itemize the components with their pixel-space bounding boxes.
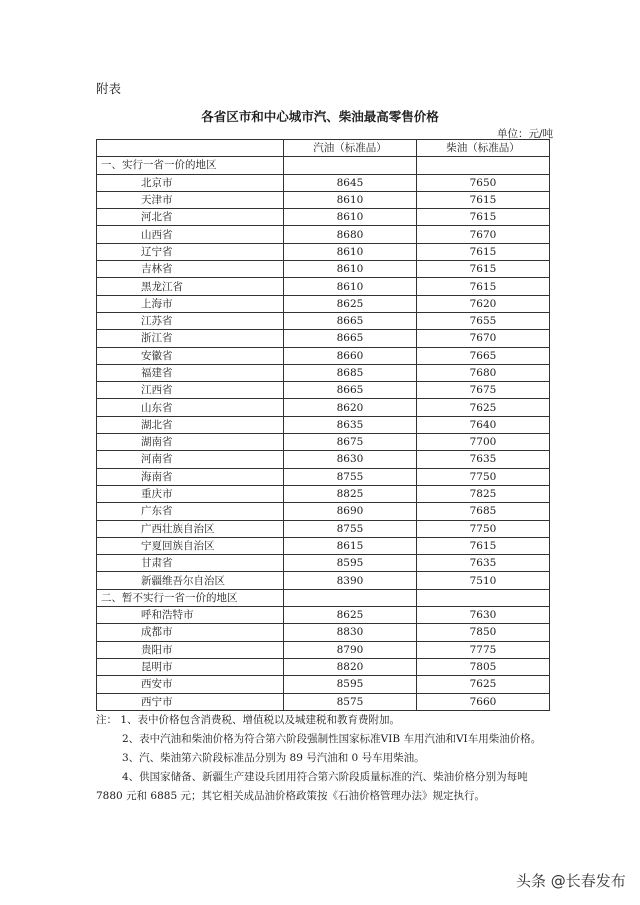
diesel-price-cell: 7685 [417,503,550,520]
header-diesel: 柴油（标准品） [417,140,550,157]
diesel-price-cell: 7750 [417,520,550,537]
table-row [97,468,550,485]
region-cell: 宁夏回族自治区 [97,537,284,554]
table-row [97,676,550,693]
region-cell: 江西省 [97,382,284,399]
table-row [97,330,550,347]
gasoline-price-cell: 8625 [284,295,417,312]
diesel-price-cell: 7670 [417,330,550,347]
table-row [97,312,550,329]
table-row [97,451,550,468]
table-row [97,624,550,641]
region-cell: 西宁市 [97,693,284,710]
gasoline-price-cell: 8595 [284,555,417,572]
diesel-price-cell: 7620 [417,295,550,312]
gasoline-price-cell: 8790 [284,641,417,658]
gasoline-price-cell: 8665 [284,382,417,399]
header-gasoline: 汽油（标准品） [284,140,417,157]
diesel-price-cell: 7635 [417,555,550,572]
region-cell: 广西壮族自治区 [97,520,284,537]
table-row [97,434,550,451]
table-row [97,572,550,589]
diesel-price-cell: 7805 [417,658,550,675]
region-cell: 黑龙江省 [97,278,284,295]
gasoline-price-cell: 8825 [284,485,417,502]
table-row [97,209,550,226]
region-cell: 安徽省 [97,347,284,364]
empty-diesel-cell [417,589,550,606]
table-row [97,261,550,278]
diesel-price-cell: 7635 [417,451,550,468]
region-cell: 重庆市 [97,485,284,502]
diesel-price-cell: 7680 [417,364,550,381]
gasoline-price-cell: 8390 [284,572,417,589]
note-3: 3、汽、柴油第六阶段标准品分别为 89 号汽油和 0 号车用柴油。 [122,752,425,764]
gasoline-price-cell: 8610 [284,191,417,208]
gasoline-price-cell: 8615 [284,537,417,554]
gasoline-price-cell: 8610 [284,261,417,278]
gasoline-price-cell: 8755 [284,520,417,537]
region-cell: 福建省 [97,364,284,381]
table-row [97,555,550,572]
gasoline-price-cell: 8660 [284,347,417,364]
diesel-price-cell: 7510 [417,572,550,589]
diesel-price-cell: 7615 [417,191,550,208]
gasoline-price-cell: 8575 [284,693,417,710]
diesel-price-cell: 7615 [417,261,550,278]
diesel-price-cell: 7615 [417,243,550,260]
diesel-price-cell: 7850 [417,624,550,641]
document-title: 各省区市和中心城市汽、柴油最高零售价格 [201,109,439,124]
gasoline-price-cell: 8755 [284,468,417,485]
table-row [97,537,550,554]
gasoline-price-cell: 8685 [284,364,417,381]
region-cell: 江苏省 [97,312,284,329]
gasoline-price-cell: 8610 [284,243,417,260]
region-cell: 浙江省 [97,330,284,347]
region-cell: 上海市 [97,295,284,312]
diesel-price-cell: 7615 [417,278,550,295]
region-cell: 昆明市 [97,658,284,675]
gasoline-price-cell: 8665 [284,330,417,347]
diesel-price-cell: 7665 [417,347,550,364]
table-row [97,174,550,191]
empty-gasoline-cell [284,589,417,606]
section-label: 二、暂不实行一省一价的地区 [97,589,284,606]
gasoline-price-cell: 8635 [284,416,417,433]
region-cell: 湖南省 [97,434,284,451]
gasoline-price-cell: 8690 [284,503,417,520]
table-row [97,278,550,295]
table-row [97,191,550,208]
gasoline-price-cell: 8620 [284,399,417,416]
region-cell: 呼和浩特市 [97,607,284,624]
region-cell: 海南省 [97,468,284,485]
diesel-price-cell: 7615 [417,537,550,554]
gasoline-price-cell: 8645 [284,174,417,191]
table-row [97,520,550,537]
header-region [97,140,284,157]
region-cell: 山西省 [97,226,284,243]
empty-diesel-cell [417,157,550,174]
table-row [97,347,550,364]
gasoline-price-cell: 8675 [284,434,417,451]
region-cell: 湖北省 [97,416,284,433]
notes [96,711,554,806]
table-header-row [97,140,550,157]
region-cell: 广东省 [97,503,284,520]
diesel-price-cell: 7625 [417,676,550,693]
note-1: 注： 1、表中价格包含消费税、增值税以及城建税和教育费附加。 [96,714,401,726]
section-row [97,589,550,606]
table-row [97,658,550,675]
section-row [97,157,550,174]
table-row [97,226,550,243]
gasoline-price-cell: 8610 [284,209,417,226]
diesel-price-cell: 7660 [417,693,550,710]
region-cell: 天津市 [97,191,284,208]
table-row [97,364,550,381]
table-row [97,295,550,312]
region-cell: 山东省 [97,399,284,416]
region-cell: 成都市 [97,624,284,641]
note-4: 4、供国家储备、新疆生产建设兵团用符合第六阶段质量标准的汽、柴油价格分别为每吨7880 元和 6885 元；其它相关成品油价格政策按《石油价格管理办法》规定执行。 [96,771,528,802]
diesel-price-cell: 7675 [417,382,550,399]
region-cell: 新疆维吾尔自治区 [97,572,284,589]
region-cell: 贵阳市 [97,641,284,658]
table-row [97,416,550,433]
diesel-price-cell: 7625 [417,399,550,416]
gasoline-price-cell: 8680 [284,226,417,243]
appendix-label: 附表 [96,81,122,96]
diesel-price-cell: 7650 [417,174,550,191]
section-label: 一、实行一省一价的地区 [97,157,284,174]
note-2: 2、表中汽油和柴油价格为符合第六阶段强制性国家标准VIB 车用汽油和VI车用柴油价格。 [122,733,542,745]
gasoline-price-cell: 8610 [284,278,417,295]
region-cell: 河南省 [97,451,284,468]
table-row [97,382,550,399]
diesel-price-cell: 7615 [417,209,550,226]
region-cell: 甘肃省 [97,555,284,572]
table-row [97,485,550,502]
diesel-price-cell: 7670 [417,226,550,243]
price-table [96,139,550,711]
region-cell: 北京市 [97,174,284,191]
table-row [97,607,550,624]
table-row [97,641,550,658]
table-row [97,503,550,520]
region-cell: 吉林省 [97,261,284,278]
table-row [97,243,550,260]
gasoline-price-cell: 8625 [284,607,417,624]
diesel-price-cell: 7630 [417,607,550,624]
diesel-price-cell: 7655 [417,312,550,329]
gasoline-price-cell: 8630 [284,451,417,468]
gasoline-price-cell: 8665 [284,312,417,329]
gasoline-price-cell: 8830 [284,624,417,641]
diesel-price-cell: 7825 [417,485,550,502]
unit-label: 单位：元/吨 [496,128,553,140]
diesel-price-cell: 7775 [417,641,550,658]
empty-gasoline-cell [284,157,417,174]
watermark: 头条 @长春发布 [516,872,626,890]
table-row [97,399,550,416]
gasoline-price-cell: 8595 [284,676,417,693]
gasoline-price-cell: 8820 [284,658,417,675]
region-cell: 西安市 [97,676,284,693]
diesel-price-cell: 7750 [417,468,550,485]
diesel-price-cell: 7640 [417,416,550,433]
table-row [97,693,550,710]
region-cell: 河北省 [97,209,284,226]
region-cell: 辽宁省 [97,243,284,260]
diesel-price-cell: 7700 [417,434,550,451]
